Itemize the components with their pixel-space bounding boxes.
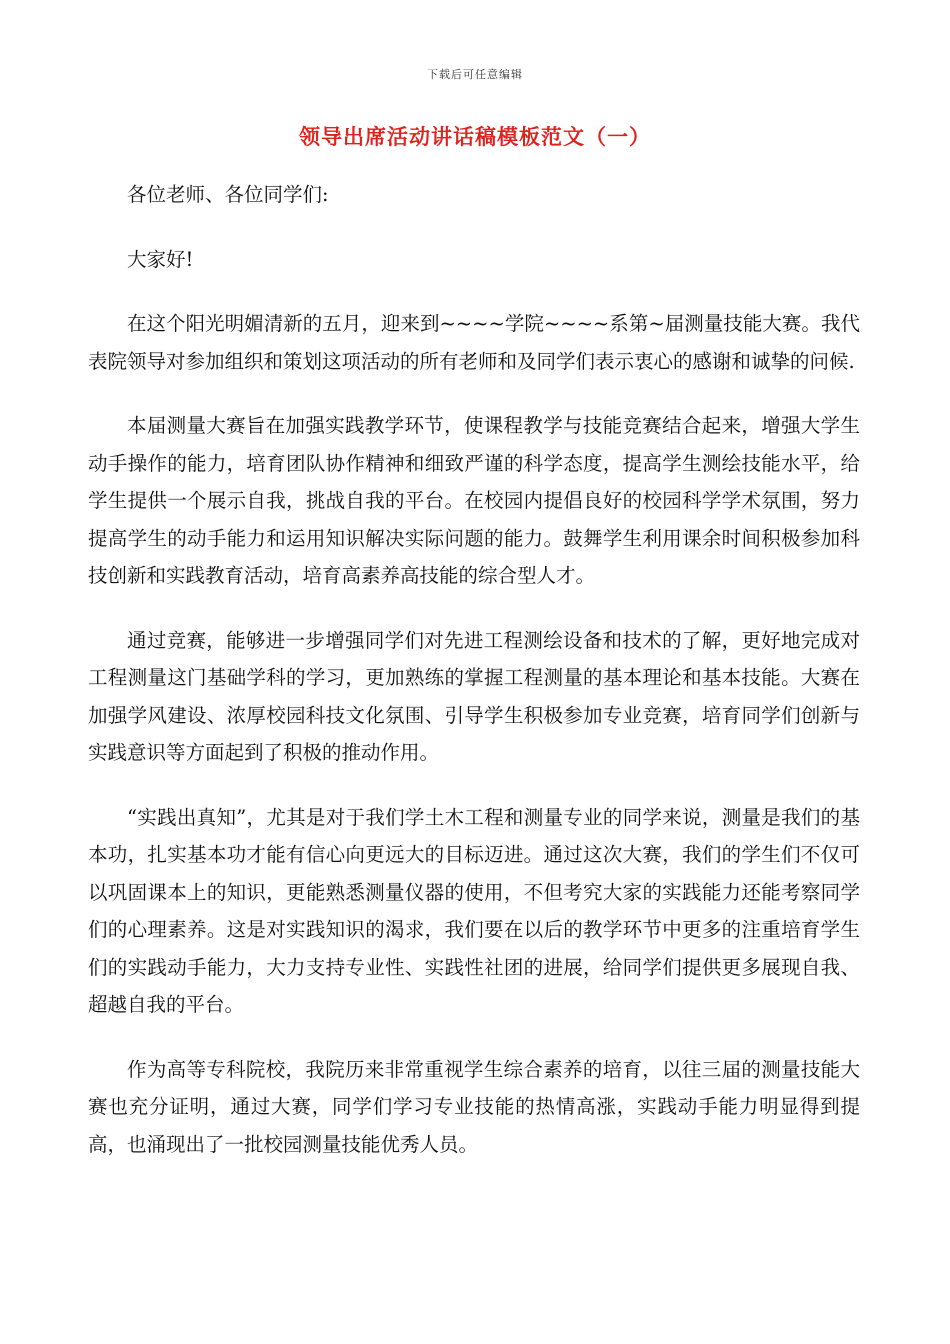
header-note: 下载后可任意编辑 <box>427 68 523 81</box>
document-title: 领导出席活动讲话稿模板范文（一） <box>299 124 651 149</box>
document-body <box>88 176 860 1190</box>
body-paragraph: “实践出真知”，尤其是对于我们学土木工程和测量专业的同学来说，测量是我们的基本功，扎实基本功才能有信心向更远大的目标迈进。通过这次大赛，我们的学生们不仅可以巩固课本上的知识，更能熟悉测量仪器的使用，不但考究大家的实践能力还能考察同学们的心理素养。这是对实践知识的渴求，我们要在以后的教学环节中更多的注重培育学生们的实践动手能力，大力支持专业性、实践性社团的进展，给同学们提供更多展现自我、超越自我的平台。 <box>88 805 860 1016</box>
body-paragraph: 本届测量大赛旨在加强实践教学环节，使课程教学与技能竞赛结合起来，增强大学生动手操作的能力，培育团队协作精神和细致严谨的科学态度，提高学生测绘技能水平，给学生提供一个展示自我，挑战自我的平台。在校园内提倡良好的校园科学学术氛围，努力提高学生的动手能力和运用知识解决实际问题的能力。鼓舞学生利用课余时间积极参加科技创新和实践教育活动，培育高素养高技能的综合型人才。 <box>88 414 860 587</box>
body-paragraph: 作为高等专科院校，我院历来非常重视学生综合素养的培育，以往三届的测量技能大赛也充分证明，通过大赛，同学们学习专业技能的热情高涨，实践动手能力明显得到提高，也涌现出了一批校园测量技能优秀人员。 <box>88 1057 860 1156</box>
body-paragraph: 通过竞赛，能够进一步增强同学们对先进工程测绘设备和技术的了解，更好地完成对工程测量这门基础学科的学习，更加熟练的掌握工程测量的基本理论和基本技能。大赛在加强学风建设、浓厚校园科技文化氛围、引导学生积极参加专业竞赛，培育同学们创新与实践意识等方面起到了积极的推动作用。 <box>88 628 860 764</box>
greeting: 大家好! <box>127 247 194 271</box>
body-paragraph: 在这个阳光明媚清新的五月，迎来到~~~~学院~~~~系第~届测量技能大赛。我代表院领导对参加组织和策划这项活动的所有老师和及同学们表示衷心的感谢和诚挚的问候. <box>88 312 860 373</box>
salutation: 各位老师、各位同学们: <box>127 183 329 206</box>
